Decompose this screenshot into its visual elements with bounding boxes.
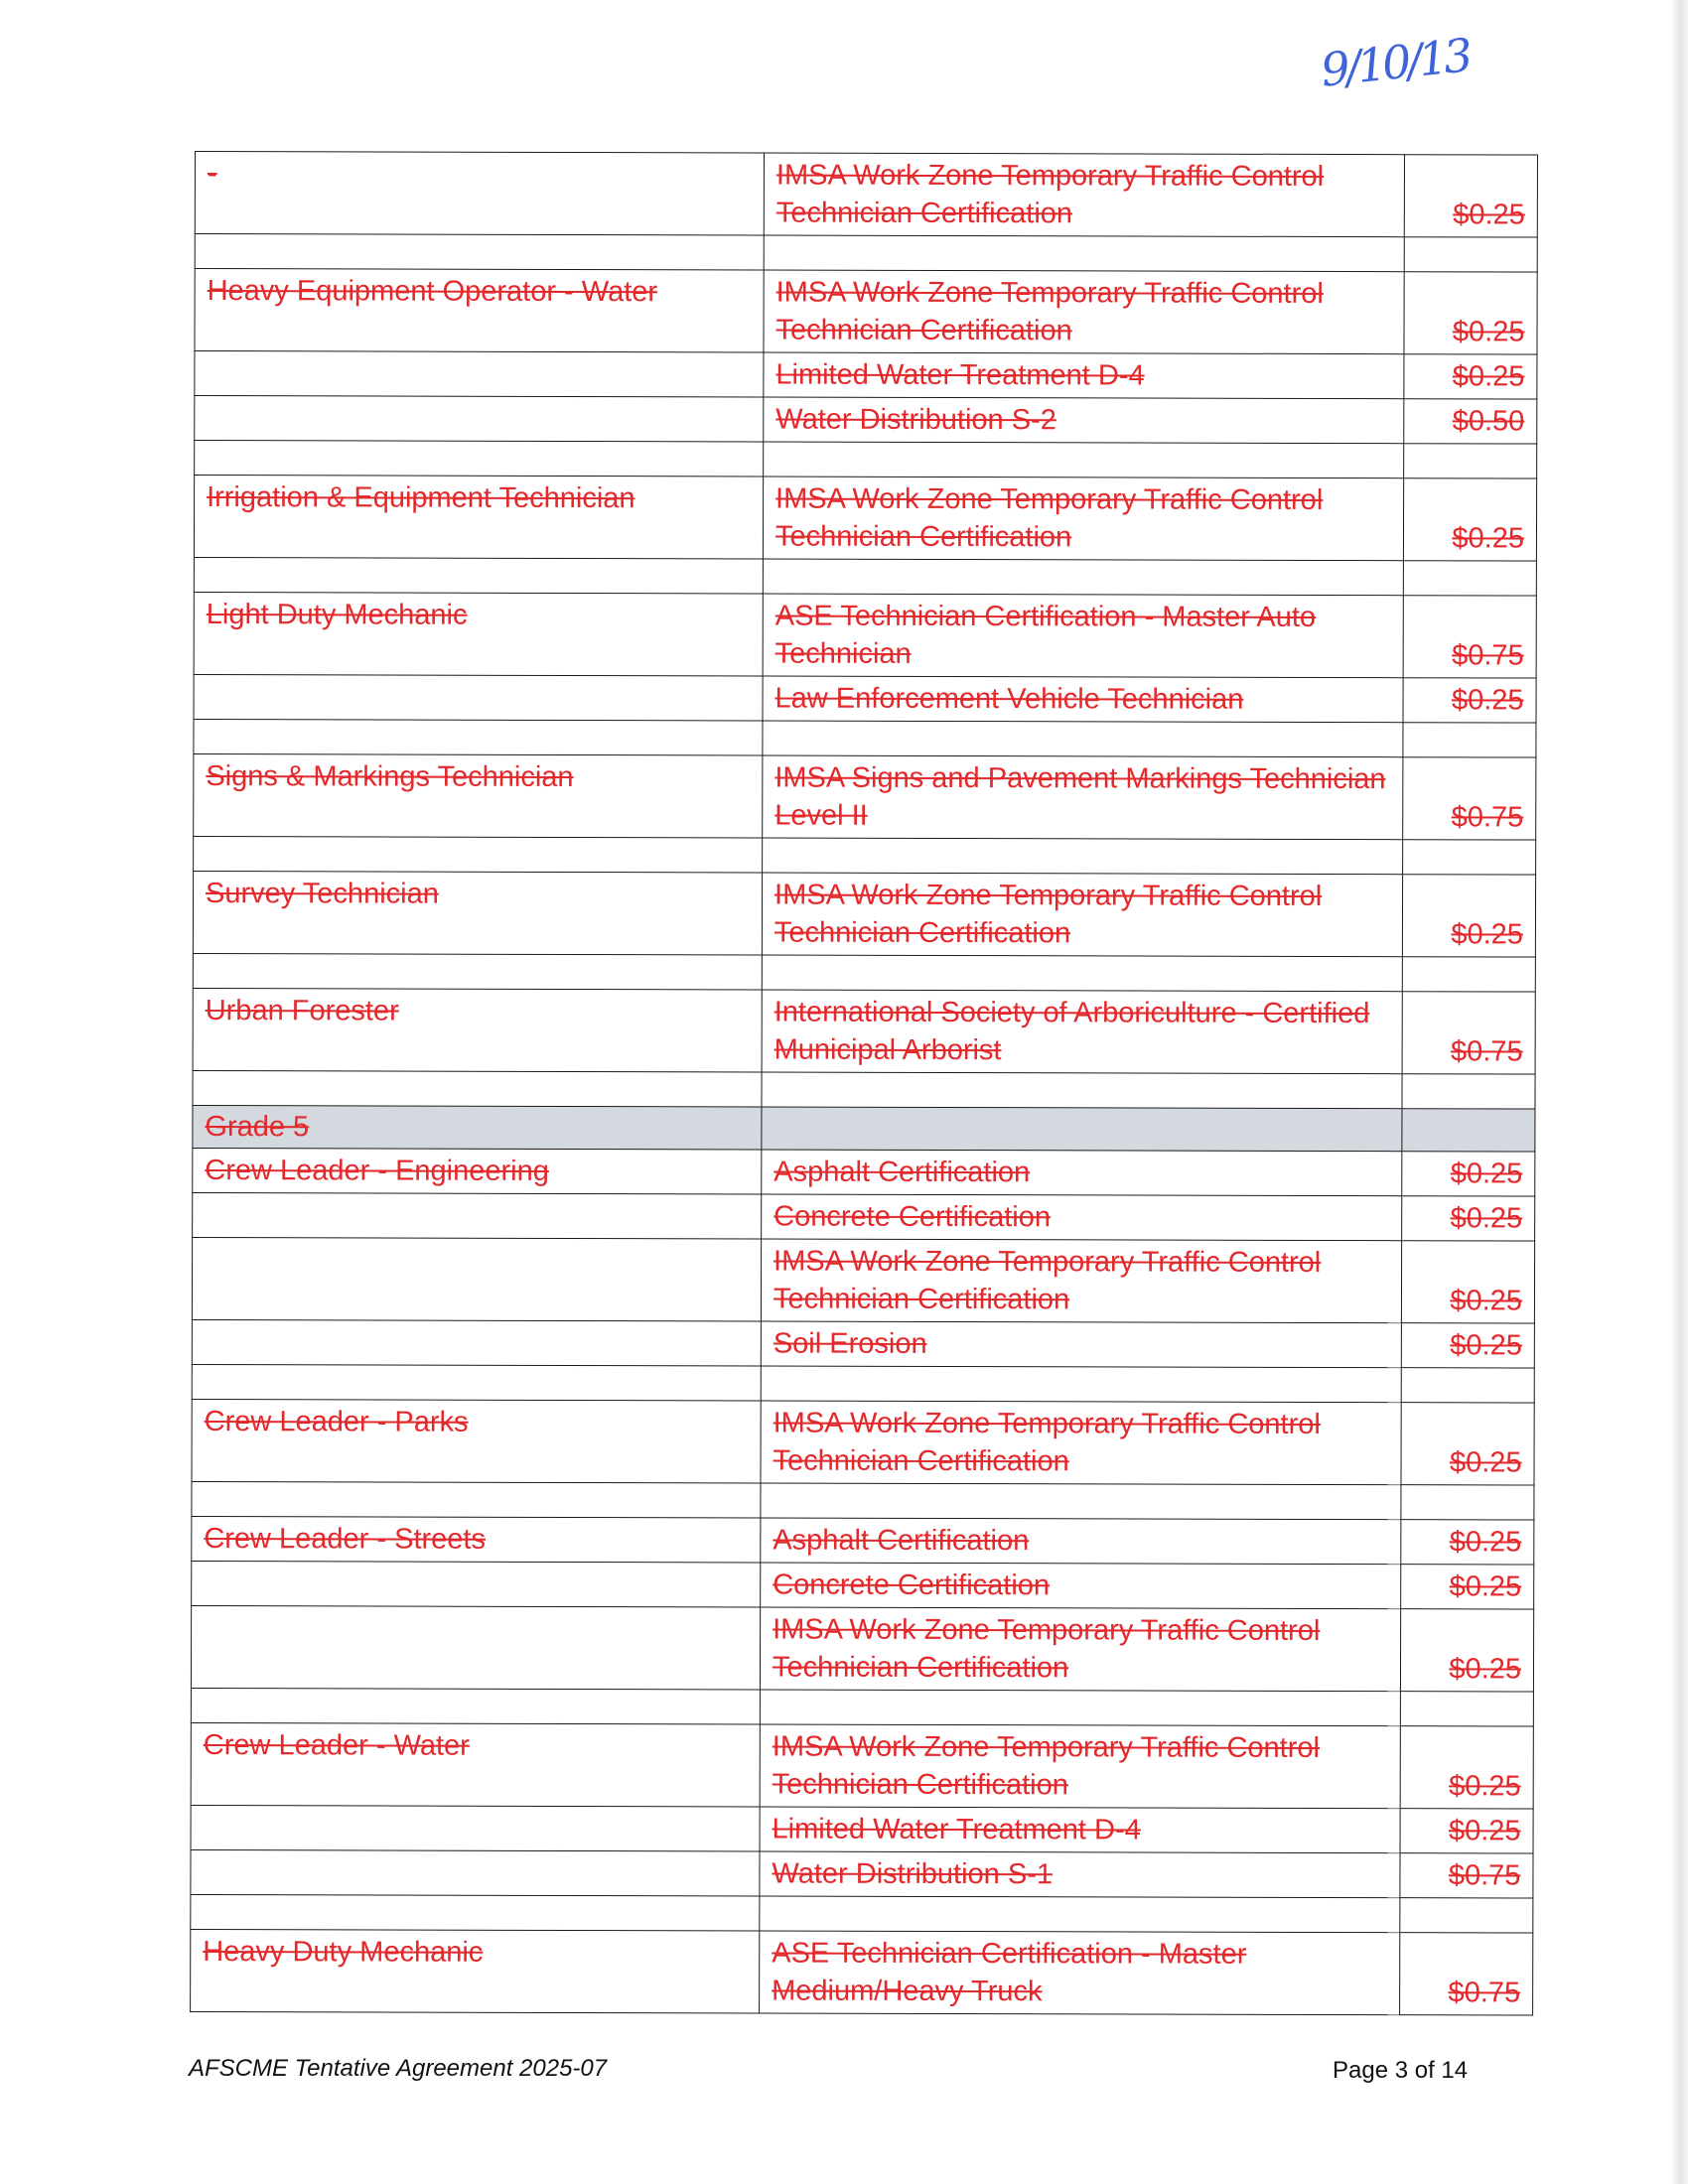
position-title-cell: Crew Leader - Engineering — [193, 1148, 762, 1193]
certification-table-body — [191, 152, 1538, 2016]
certification-cell: IMSA Work Zone Temporary Traffic Control Technician Certification — [763, 477, 1403, 561]
table-row — [192, 1561, 1534, 1609]
certification-cell: IMSA Signs and Pavement Markings Technician Level II — [763, 755, 1403, 840]
position-title-cell — [195, 351, 764, 397]
spacer-row — [195, 441, 1537, 479]
empty-cell — [191, 1894, 760, 1931]
table-row — [192, 1516, 1534, 1565]
empty-cell — [194, 557, 763, 594]
table-row — [193, 1148, 1535, 1196]
pay-amount-cell: $0.25 — [1402, 1152, 1535, 1196]
position-title-cell — [191, 1805, 760, 1851]
table-row — [195, 269, 1537, 355]
empty-cell — [763, 838, 1403, 875]
empty-cell — [192, 1364, 761, 1401]
position-title-cell: Crew Leader - Parks — [192, 1399, 761, 1482]
empty-cell — [1403, 840, 1536, 875]
table-row — [193, 1192, 1535, 1241]
certification-pay-table — [190, 151, 1538, 2016]
certification-cell: IMSA Work Zone Temporary Traffic Control Technician Certification — [764, 270, 1404, 354]
pay-amount-cell: $0.25 — [1401, 1520, 1534, 1565]
empty-cell — [191, 1688, 760, 1724]
position-title-cell: Urban Forester — [193, 988, 762, 1071]
spacer-row — [191, 1894, 1533, 1933]
empty-cell — [762, 955, 1402, 992]
grade-header-row — [193, 1105, 1535, 1152]
empty-cell — [193, 953, 762, 990]
empty-cell — [1402, 1074, 1535, 1109]
empty-cell — [1402, 957, 1535, 992]
pay-amount-cell: $0.50 — [1404, 399, 1537, 444]
pay-amount-cell: $0.25 — [1403, 478, 1536, 561]
position-title-cell — [193, 1192, 762, 1239]
empty-cell — [1401, 1485, 1534, 1520]
pay-amount-cell: $0.25 — [1404, 354, 1537, 399]
grade-label: Grade 5 — [193, 1105, 762, 1149]
table-row — [192, 1399, 1534, 1485]
certification-cell: Asphalt Certification — [761, 1518, 1401, 1565]
certification-cell: Limited Water Treatment D-4 — [764, 352, 1404, 399]
spacer-row — [194, 836, 1536, 875]
position-title-cell: Crew Leader - Water — [191, 1722, 760, 1806]
certification-cell: IMSA Work Zone Temporary Traffic Control Technician Certification — [760, 1724, 1400, 1809]
certification-cell: Law Enforcement Vehicle Technician — [763, 676, 1403, 723]
empty-cell — [763, 559, 1403, 596]
empty-cell — [194, 836, 763, 872]
table-row — [195, 351, 1537, 400]
spacer-row — [194, 719, 1536, 757]
spacer-row — [193, 1070, 1535, 1109]
empty-cell — [1404, 237, 1537, 272]
pay-amount-cell: $0.25 — [1400, 1809, 1533, 1853]
spacer-row — [192, 1364, 1534, 1403]
position-title-cell — [194, 674, 763, 720]
empty-cell — [1403, 723, 1536, 757]
position-title-cell — [191, 1605, 760, 1689]
pay-amount-cell: $0.75 — [1403, 757, 1536, 840]
position-title-cell: Survey Technician — [193, 871, 762, 954]
pay-amount-cell: $0.25 — [1400, 1726, 1533, 1809]
empty-cell — [193, 1070, 762, 1107]
pay-amount-cell: $0.25 — [1400, 1609, 1533, 1692]
position-title-cell — [192, 1561, 761, 1606]
position-title-cell: Heavy Duty Mechanic — [191, 1929, 760, 2012]
empty-cell — [1403, 561, 1536, 596]
empty-cell — [760, 1896, 1400, 1933]
certification-cell: IMSA Work Zone Temporary Traffic Control Technician Certification — [762, 873, 1402, 957]
pay-amount-cell: $0.25 — [1402, 1196, 1535, 1241]
spacer-row — [194, 557, 1536, 596]
table-row — [194, 592, 1536, 678]
spacer-row — [193, 953, 1535, 992]
pay-amount-cell: $0.25 — [1401, 1403, 1534, 1485]
certification-cell: Water Distribution S-2 — [764, 397, 1404, 444]
table-row — [194, 674, 1536, 723]
certification-cell: Limited Water Treatment D-4 — [760, 1807, 1400, 1853]
empty-cell — [194, 719, 763, 755]
empty-cell — [764, 442, 1404, 478]
pay-amount-cell: $0.25 — [1401, 1323, 1534, 1368]
page-edge-shadow — [1670, 0, 1688, 2184]
pay-amount-cell: $0.25 — [1404, 155, 1537, 237]
position-title-cell: Crew Leader - Streets — [192, 1516, 761, 1563]
table-row — [192, 1237, 1534, 1323]
table-row — [195, 152, 1537, 238]
footer-page-number: Page 3 of 14 — [1333, 2057, 1469, 2084]
table-row — [192, 1319, 1534, 1368]
certification-cell: IMSA Work Zone Temporary Traffic Control Technician Certification — [761, 1401, 1401, 1485]
pay-amount-cell: $0.25 — [1401, 1241, 1534, 1323]
table-row — [191, 1929, 1533, 2015]
position-title-cell — [191, 1849, 760, 1895]
table-row — [194, 476, 1536, 562]
certification-cell: Concrete Certification — [762, 1194, 1402, 1241]
certification-cell: Water Distribution S-1 — [760, 1851, 1400, 1898]
table-row — [193, 988, 1535, 1074]
empty-cell — [1401, 1368, 1534, 1403]
pay-amount-cell: $0.25 — [1402, 875, 1535, 957]
position-title-cell: Light Duty Mechanic — [194, 592, 763, 675]
certification-cell: Soil Erosion — [761, 1321, 1401, 1368]
empty-cell — [1400, 1692, 1533, 1726]
empty-cell — [761, 1483, 1401, 1520]
table-row — [195, 396, 1537, 445]
position-title-cell: Irrigation & Equipment Technician — [194, 476, 763, 559]
position-title-cell — [192, 1319, 761, 1365]
spacer-row — [195, 234, 1537, 273]
position-title-cell: - — [195, 152, 764, 235]
certification-cell: Concrete Certification — [761, 1563, 1401, 1609]
table-row — [191, 1605, 1533, 1692]
pay-amount-cell: $0.75 — [1400, 1933, 1533, 2015]
footer-document-title: AFSCME Tentative Agreement 2025-07 — [189, 2055, 608, 2082]
pay-amount-cell: $0.75 — [1403, 596, 1536, 678]
spacer-row — [192, 1481, 1534, 1520]
pay-amount-cell: $0.25 — [1401, 1565, 1534, 1609]
table-row — [191, 1805, 1533, 1853]
empty-cell — [195, 441, 764, 478]
empty-cell — [762, 1072, 1402, 1109]
pay-amount-cell: $0.75 — [1400, 1853, 1533, 1898]
table-row — [191, 1722, 1533, 1809]
certification-cell: International Society of Arboriculture - Certified Municipal Arborist — [762, 990, 1402, 1074]
certification-cell: Asphalt Certification — [762, 1150, 1402, 1196]
pay-amount-cell: $0.25 — [1404, 272, 1537, 354]
position-title-cell: Signs & Markings Technician — [194, 753, 763, 837]
empty-cell — [1402, 1109, 1535, 1152]
empty-cell — [192, 1481, 761, 1518]
table-row — [191, 1849, 1533, 1898]
empty-cell — [760, 1690, 1400, 1726]
certification-cell: IMSA Work Zone Temporary Traffic Control Technician Certification — [760, 1607, 1400, 1692]
position-title-cell: Heavy Equipment Operator - Water — [195, 269, 764, 352]
pay-amount-cell: $0.75 — [1402, 992, 1535, 1074]
spacer-row — [191, 1688, 1533, 1726]
empty-cell — [1404, 444, 1537, 478]
empty-cell — [1400, 1898, 1533, 1933]
empty-cell — [762, 1107, 1402, 1152]
certification-cell: ASE Technician Certification - Master Medium/Heavy Truck — [760, 1931, 1400, 2015]
position-title-cell — [192, 1237, 761, 1320]
certification-cell: ASE Technician Certification - Master Auto Technician — [763, 594, 1403, 678]
table-row — [193, 871, 1535, 957]
table-row — [194, 753, 1536, 840]
empty-cell — [764, 235, 1404, 272]
empty-cell — [763, 721, 1403, 757]
position-title-cell — [195, 396, 764, 442]
empty-cell — [195, 234, 764, 270]
empty-cell — [761, 1366, 1401, 1403]
certification-cell: IMSA Work Zone Temporary Traffic Control Technician Certification — [764, 153, 1404, 237]
handwritten-date-note: 9/10/13 — [1318, 28, 1472, 97]
certification-cell: IMSA Work Zone Temporary Traffic Control Technician Certification — [761, 1239, 1401, 1323]
pay-amount-cell: $0.25 — [1403, 678, 1536, 723]
